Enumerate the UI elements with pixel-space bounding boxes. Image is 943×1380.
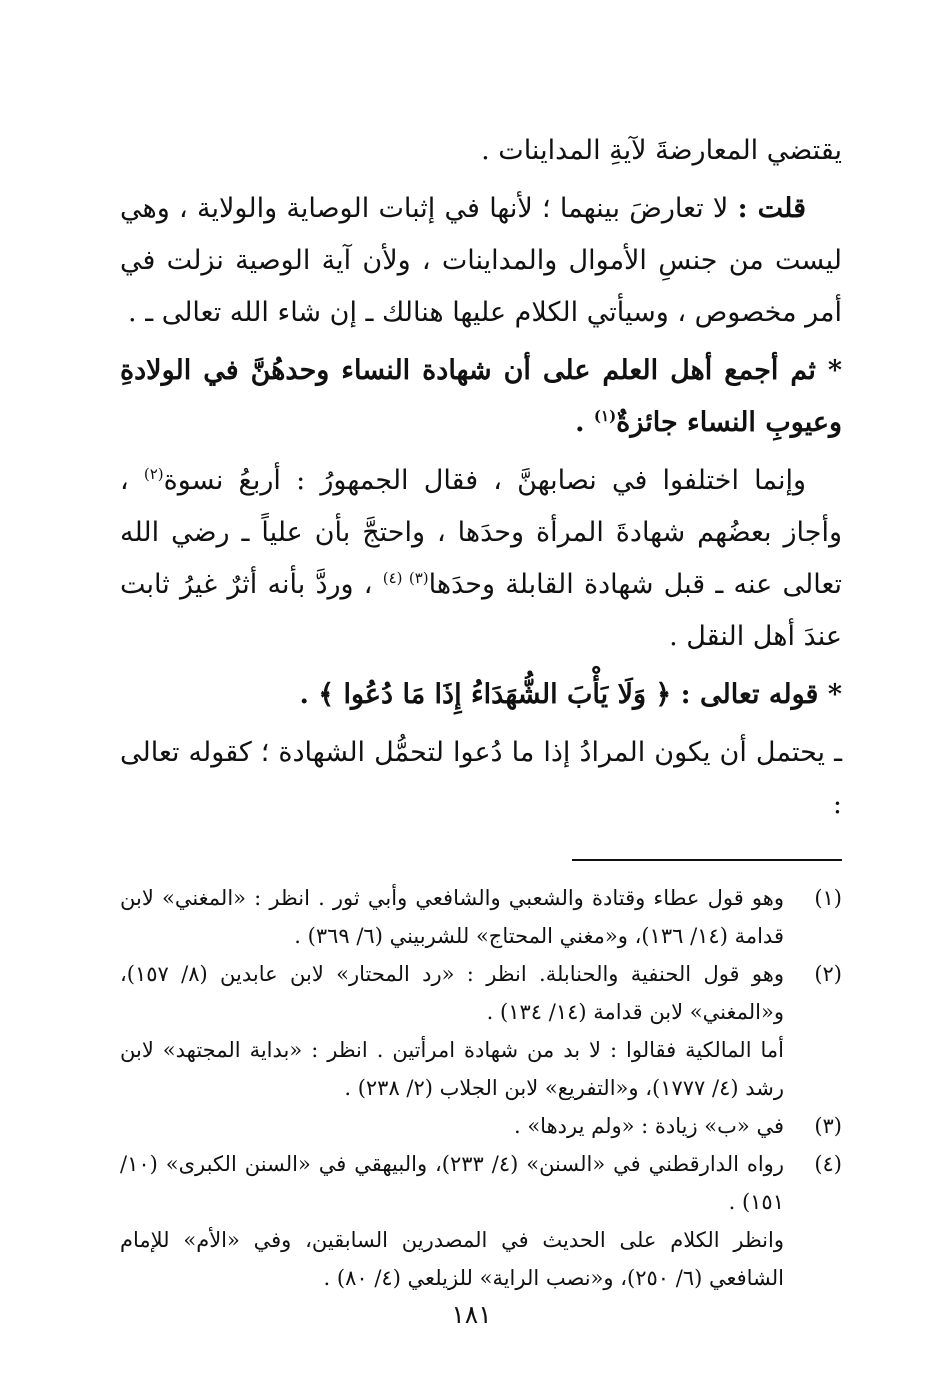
footnote-number: (٣) [814,1114,842,1138]
footnote-2-text: وهو قول الحنفية والحنابلة. انظر : «رد المحتار» لابن عابدين (٨/ ١٥٧)، و«المغني» لابن قدامة (١٤/ ١٣٤) . [120,962,784,1024]
footnotes [120,879,842,1297]
footnote-2-continuation [120,1031,784,1107]
book-page [120,125,842,1297]
footnote-text [120,879,784,955]
footnote-4-cont-text: وانظر الكلام على الحديث في المصدرين السابقين، وفي «الأم» للإمام الشافعي (٦/ ٢٥٠)، و«نصب الراية» للزيلعي (٤/ ٨٠) . [120,1228,784,1290]
footnote-2-cont-text: أما المالكية فقالوا : لا بد من شهادة امرأتين . انظر : «بداية المجتهد» لابن رشد (٤/ ١٧٧٧)، و«التفريع» لابن الجلاب (٢/ ٢٣٨) . [120,1038,784,1100]
footnote-divider [572,859,842,861]
footnote-ref-1: (١) [593,407,617,425]
paragraph-1: يقتضي المعارضةَ لآيةِ المداينات . [481,135,842,166]
paragraph-5 [120,669,842,721]
footnote-number: (١) [814,886,842,910]
footnote-ref-3-4: (٣) (٤) [382,569,429,587]
paragraph-3 [120,345,842,449]
paragraph-3-end: . [575,407,594,438]
footnote-text [120,1107,784,1145]
paragraph-4-b: ، وأجاز بعضُهم شهادةَ المرأة وحدَها ، واحتجَّ بأن علياً ـ رضي الله تعالى عنه ـ قبل شهادة القابلة وحدَها [120,465,842,600]
footnote-number: (٢) [814,962,842,986]
paragraph-4-c: ، وردَّ بأنه أثرٌ غيرُ ثابت عندَ أهل النقل . [120,569,842,652]
star-marker: * [815,355,842,386]
paragraph-2-text: لا تعارضَ بينهما ؛ لأنها في إثبات الوصاية والولاية ، وهي ليست من جنسِ الأموال والمداينات ، ولأن آية الوصية نزلت في أمر مخصوص ، وسيأتي الكلام عليها هنالك ـ إن شاء الله تعالى ـ . [120,193,842,328]
main-text [120,125,842,831]
paragraph-4 [120,455,842,663]
footnote-3-text: في «ب» زيادة : «ولم يردها» . [513,1114,784,1138]
paragraph-2 [120,183,842,339]
footnote-2 [120,955,842,1031]
footnote-text [120,1145,784,1221]
footnote-4-continuation [120,1221,784,1297]
star-marker: * [818,679,842,710]
paragraph-5-end: . [299,679,319,710]
footnote-ref-2: (٢) [143,465,164,483]
footnote-number: (٤) [814,1152,842,1176]
footnote-4 [120,1145,842,1221]
footnote-1 [120,879,842,955]
paragraph-6: ـ يحتمل أن يكون المرادُ إذا ما دُعوا لتحمُّل الشهادة ؛ كقوله تعالى : [120,737,842,820]
paragraph-3-text: ثم أجمع أهل العلم على أن شهادة النساء وحدهُنَّ في الولادةِ وعيوبِ النساء جائزةٌ [120,355,842,438]
paragraph-4-a: وإنما اختلفوا في نصابهنَّ ، فقال الجمهورُ : أربعُ نسوة [163,465,806,496]
footnote-3 [120,1107,842,1145]
qult-label: قلت : [737,193,806,224]
quran-verse: ﴿ وَلَا يَأْبَ الشُّهَدَاءُ إِذَا مَا دُعُوا ﴾ [318,679,681,710]
footnote-text [120,955,784,1031]
qawluhu-label: قوله تعالى : [680,679,819,710]
footnote-4-text: رواه الدارقطني في «السنن» (٤/ ٢٣٣)، والبيهقي في «السنن الكبرى» (١٠/ ١٥١) . [120,1152,784,1214]
footnote-1-text: وهو قول عطاء وقتادة والشعبي والشافعي وأبي ثور . انظر : «المغني» لابن قدامة (١٤/ ١٣٦)، و«مغني المحتاج» للشربيني (٦/ ٣٦٩) . [120,886,784,948]
page-number: ١٨١ [451,1300,492,1329]
